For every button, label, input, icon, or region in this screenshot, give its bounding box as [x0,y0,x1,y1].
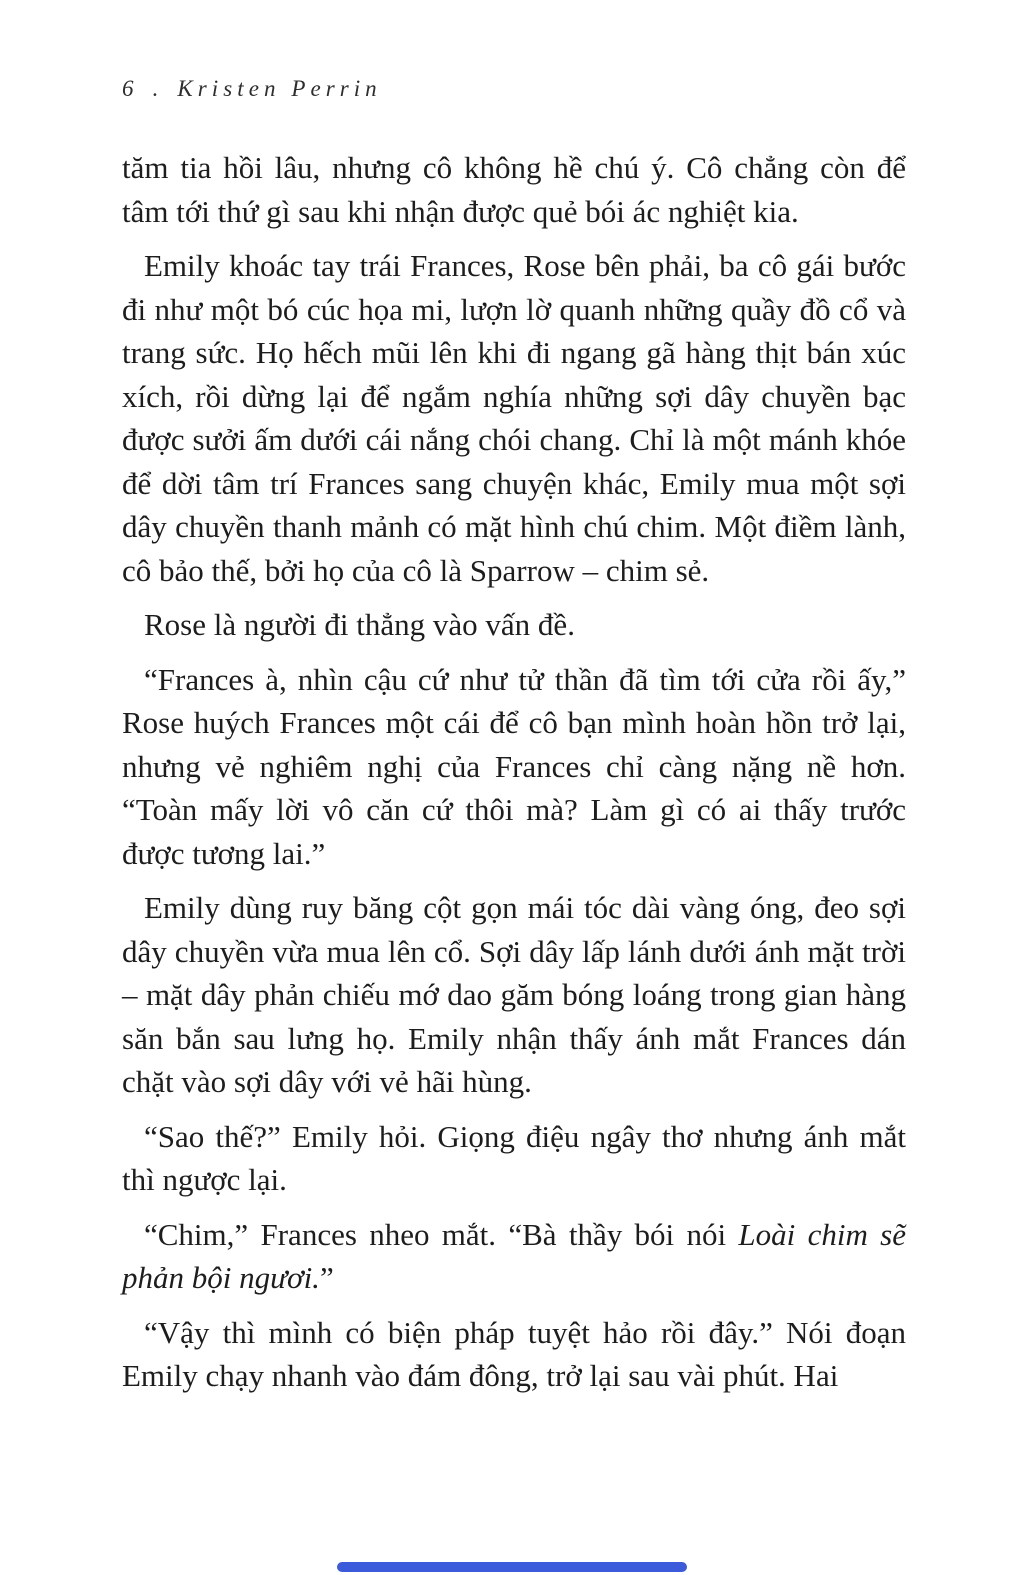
text-segment: tăm tia hồi lâu, nhưng cô không hề chú ý. Cô chẳng còn để tâm tới thứ gì sau khi nhận được quẻ bói ác nghiệt kia. [122,150,906,229]
text-segment: “Chim,” Frances nheo mắt. “Bà thầy bói nói [144,1216,739,1252]
home-indicator-bar[interactable] [337,1562,687,1572]
paragraph [122,1115,906,1202]
body-text [122,146,906,1409]
paragraph [122,603,906,647]
paragraph [122,244,906,592]
text-segment: “Sao thế?” Emily hỏi. Giọng điệu ngây thơ nhưng ánh mắt thì ngược lại. [122,1118,906,1197]
running-header [122,76,382,102]
header-separator: . [152,76,164,101]
text-segment: Emily khoác tay trái Frances, Rose bên phải, ba cô gái bước đi như một bó cúc họa mi, lượn lờ quanh những quầy đồ cổ và trang sức. Họ hếch mũi lên khi đi ngang gã hàng thịt bán xúc xích, rồi dừng lại để ngắm nghía những sợi dây chuyền bạc được sưởi ấm dưới cái nắng chói chang. Chỉ là một mánh khóe để dời tâm trí Frances sang chuyện khác, Emily mua một sợi dây chuyền thanh mảnh có mặt hình chú chim. Một điềm lành, cô bảo thế, bởi họ của cô là Sparrow – chim sẻ. [122,248,906,588]
text-segment: “Vậy thì mình có biện pháp tuyệt hảo rồi đây.” Nói đoạn Emily chạy nhanh vào đám đông, trở lại sau vài phút. Hai [122,1314,906,1393]
author-name: Kristen Perrin [177,76,382,101]
text-segment: Emily dùng ruy băng cột gọn mái tóc dài vàng óng, đeo sợi dây chuyền vừa mua lên cổ. Sợi dây lấp lánh dưới ánh mặt trời – mặt dây phản chiếu mớ dao găm bóng loáng trong gian hàng săn bắn sau lưng họ. Emily nhận thấy ánh mắt Frances dán chặt vào sợi dây với vẻ hãi hùng. [122,890,906,1099]
paragraph [122,1311,906,1398]
text-segment: Loài chim sẽ phản bội ngươi. [122,1216,906,1295]
paragraph [122,658,906,876]
text-segment: ” [319,1260,334,1295]
paragraph [122,146,906,233]
text-segment: “Frances à, nhìn cậu cứ như tử thần đã tìm tới cửa rồi ấy,” Rose huých Frances một cái để cô bạn mình hoàn hồn trở lại, nhưng vẻ nghiêm nghị của Frances chỉ càng nặng nề hơn. “Toàn mấy lời vô căn cứ thôi mà? Làm gì có ai thấy trước được tương lai.” [122,661,906,871]
paragraph [122,1213,906,1300]
text-segment: Rose là người đi thẳng vào vấn đề. [144,607,575,642]
page-number: 6 [122,76,139,101]
paragraph [122,886,906,1104]
